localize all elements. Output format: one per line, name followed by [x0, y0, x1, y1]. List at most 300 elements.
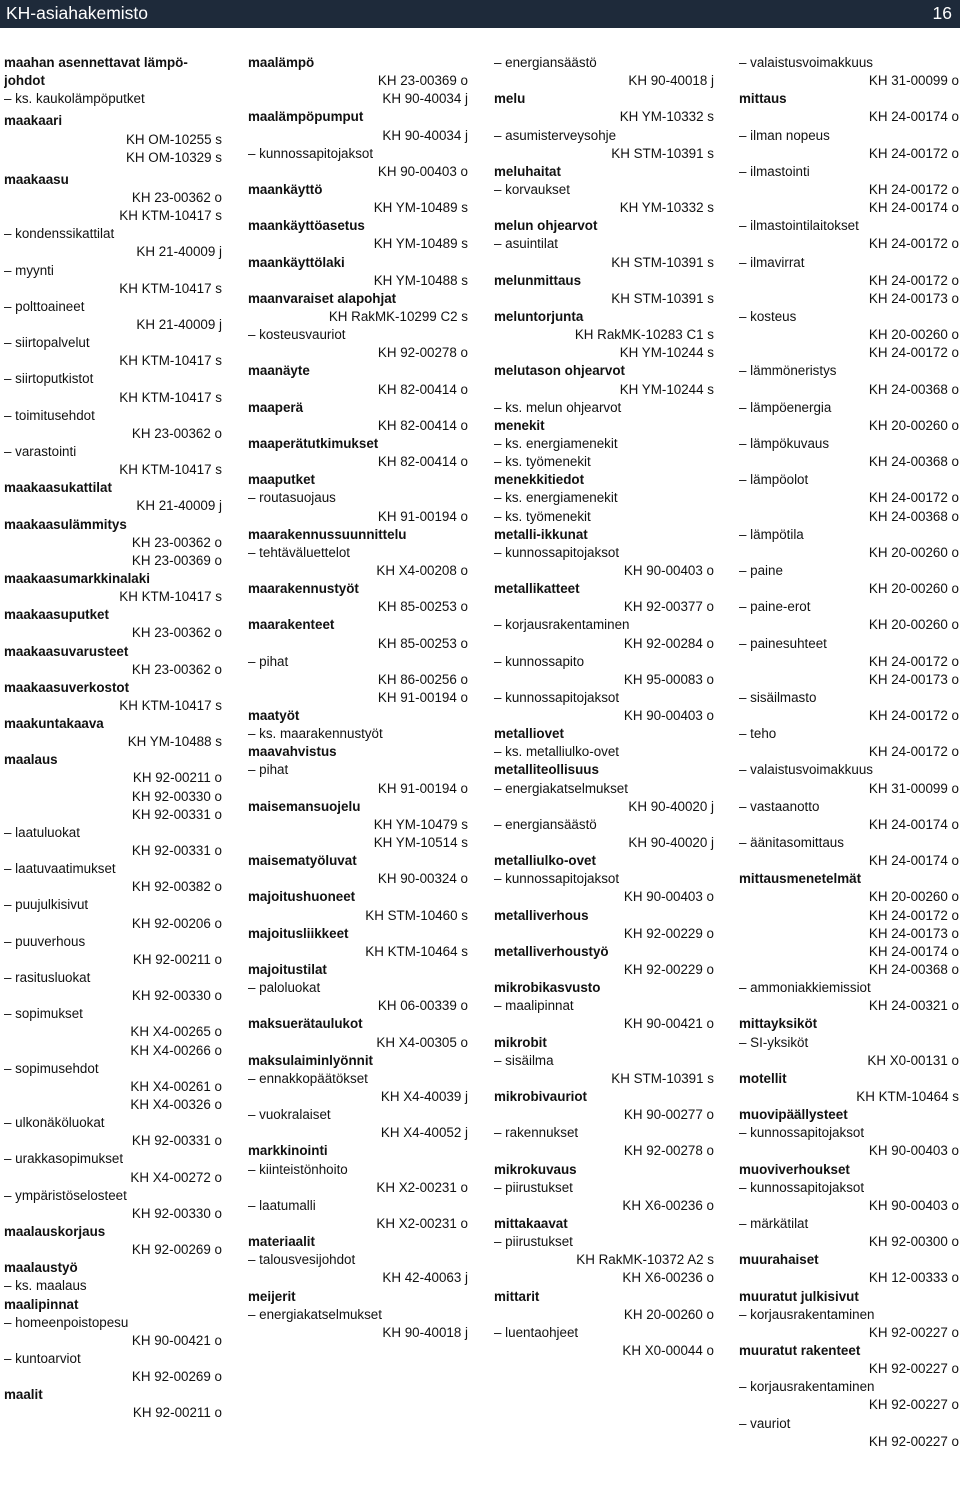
index-subterm: – kunnossapitojaksot: [248, 145, 374, 161]
index-subterm: – valaistusvoimakkuus: [739, 55, 873, 70]
document-reference: KH 21-40009 j: [136, 316, 222, 332]
index-subterm: – paine: [739, 562, 783, 578]
document-reference: KH 24-00368 o: [868, 508, 959, 524]
index-term: maaputket: [248, 472, 315, 488]
index-subterm: – kiinteistönhoito: [248, 1161, 348, 1177]
document-reference: KH 24-00172 o: [868, 708, 959, 724]
document-reference: KH 20-00260 o: [868, 581, 959, 597]
index-subterm: – piirustukset: [494, 1179, 573, 1195]
document-reference: KH 24-00172 o: [868, 744, 959, 760]
index-subterm: – ulkonäköluokat: [4, 1115, 105, 1131]
document-reference: KH 23-00362 o: [131, 425, 222, 441]
index-term: maatyöt: [248, 708, 300, 724]
document-reference: KH 24-00172 o: [868, 907, 959, 923]
document-reference: KH YM-10244 s: [619, 345, 714, 361]
index-term: maaperätutkimukset: [248, 435, 379, 451]
document-reference: KH KTM-10417 s: [119, 697, 222, 713]
index-subterm: – myynti: [4, 262, 54, 278]
document-reference: KH X2-00231 o: [376, 1179, 468, 1195]
index-term: maankäyttölaki: [248, 254, 345, 270]
index-subterm: – kunnossapitojaksot: [739, 1125, 865, 1141]
index-subterm: – vauriot: [739, 1415, 791, 1431]
index-term: muuratut rakenteet: [739, 1342, 861, 1358]
index-subterm: – sopimusehdot: [4, 1060, 99, 1076]
index-subterm: – lämpökuvaus: [739, 435, 830, 451]
index-subterm: – ks. työmenekit: [494, 508, 591, 524]
index-term: mikrobivauriot: [494, 1089, 588, 1105]
document-reference: KH 90-00403 o: [623, 562, 714, 578]
index-subterm: – korvaukset: [494, 181, 570, 197]
index-subterm: – ks. maarakennustyöt: [248, 726, 383, 742]
document-reference: KH 92-00331 o: [131, 1133, 222, 1149]
index-term: maksulaiminlyönnit: [248, 1052, 374, 1068]
document-reference: KH 90-00403 o: [868, 1197, 959, 1213]
index-subterm: – talousvesijohdot: [248, 1252, 356, 1268]
document-reference: KH YM-10479 s: [373, 816, 468, 832]
index-subterm: – lämpöenergia: [739, 399, 832, 415]
index-term: maakaasumarkkinalaki: [4, 570, 150, 586]
document-reference: KH 90-40020 j: [628, 835, 714, 851]
index-subterm: – paine-erot: [739, 599, 811, 615]
index-subterm: – lämmöneristys: [739, 363, 837, 379]
index-subterm: – ilmastointi: [739, 163, 810, 179]
index-term: maarakenteet: [248, 617, 335, 633]
document-reference: KH X2-00231 o: [376, 1216, 468, 1231]
document-reference: KH STM-10460 s: [365, 907, 468, 923]
index-subterm: – vuokralaiset: [248, 1107, 331, 1123]
index-term: maakaasu: [4, 171, 69, 187]
index-subterm: – rakennukset: [494, 1125, 579, 1141]
document-reference: KH 92-00206 o: [131, 915, 222, 931]
document-reference: KH 20-00260 o: [868, 417, 959, 433]
document-reference: KH X0-00131 o: [867, 1052, 959, 1068]
index-term: mittarit: [494, 1288, 540, 1304]
document-reference: KH KTM-10464 s: [365, 943, 468, 959]
index-term: meluhaitat: [494, 163, 561, 179]
index-subterm: – energiakatselmukset: [248, 1306, 382, 1322]
index-term: mittausmenetelmät: [739, 871, 862, 887]
document-reference: KH KTM-10417 s: [119, 208, 222, 224]
document-reference: KH STM-10391 s: [611, 290, 714, 306]
document-reference: KH X4-00305 o: [376, 1034, 468, 1050]
index-term: maalämpö: [248, 55, 315, 70]
document-reference: KH YM-10488 s: [127, 734, 222, 750]
index-term: muurahaiset: [739, 1252, 819, 1268]
index-subterm: – kondenssikattilat: [4, 226, 115, 242]
index-subterm: – kosteus: [739, 308, 797, 324]
document-reference: KH 90-00421 o: [131, 1332, 222, 1348]
document-reference: KH 90-00403 o: [623, 708, 714, 724]
document-reference: KH 92-00330 o: [131, 788, 222, 804]
index-subterm: – painesuhteet: [739, 635, 827, 651]
document-reference: KH YM-10244 s: [619, 381, 714, 397]
page-header: [0, 0, 960, 28]
document-reference: KH 24-00321 o: [868, 998, 959, 1014]
document-reference: KH STM-10391 s: [611, 254, 714, 270]
document-reference: KH 24-00172 o: [868, 181, 959, 197]
index-term: mittakaavat: [494, 1216, 568, 1231]
document-reference: KH 24-00368 o: [868, 454, 959, 470]
index-subterm: – ilmastointilaitokset: [739, 218, 859, 234]
index-subterm: – pihat: [248, 653, 289, 669]
index-subterm: – vastaanotto: [739, 798, 820, 814]
index-subterm: – lämpöolot: [739, 472, 809, 488]
document-reference: KH 92-00330 o: [131, 1205, 222, 1221]
index-term: majoitustilat: [248, 962, 327, 978]
document-reference: KH 92-00211 o: [132, 951, 222, 967]
index-subterm: – ks. kaukolämpöputket: [4, 91, 145, 107]
index-subterm: – kuntoarviot: [4, 1350, 81, 1366]
index-term: majoitusliikkeet: [248, 925, 349, 941]
document-reference: KH 91-00194 o: [377, 689, 468, 705]
index-subterm: – ks. energiamenekit: [494, 490, 618, 506]
document-reference: KH 20-00260 o: [868, 544, 959, 560]
page-number: 16: [932, 3, 952, 23]
document-reference: KH X4-40052 j: [380, 1125, 468, 1141]
document-reference: KH 20-00260 o: [623, 1306, 714, 1322]
document-reference: KH 95-00083 o: [623, 671, 714, 687]
document-reference: KH OM-10255 s: [125, 131, 222, 147]
index-subterm: – pihat: [248, 762, 289, 778]
document-reference: KH 92-00227 o: [868, 1397, 959, 1413]
document-reference: KH YM-10489 s: [373, 236, 468, 252]
index-term: maaperä: [248, 399, 304, 415]
document-reference: KH RakMK-10299 C2 s: [328, 308, 468, 324]
index-subterm: – SI-yksiköt: [739, 1034, 809, 1050]
document-reference: KH 92-00331 o: [131, 806, 222, 822]
index-subterm: – kunnossapitojaksot: [494, 689, 620, 705]
index-term: muoviverhoukset: [739, 1161, 850, 1177]
index-term: maisemansuojelu: [248, 798, 361, 814]
document-reference: KH 92-00278 o: [377, 345, 468, 361]
index-subterm: – lämpötila: [739, 526, 804, 542]
index-subterm: – sopimukset: [4, 1006, 83, 1022]
document-reference: KH 92-00330 o: [131, 988, 222, 1004]
document-reference: KH 20-00260 o: [868, 889, 959, 905]
index-term: maankäyttöasetus: [248, 218, 365, 234]
index-term: johdot: [4, 73, 45, 89]
document-reference: KH 23-00362 o: [131, 661, 222, 677]
document-reference: KH X4-00265 o: [130, 1024, 222, 1040]
document-reference: KH RakMK-10283 C1 s: [574, 327, 714, 343]
index-term: maakaasulämmitys: [4, 516, 127, 532]
document-reference: KH 23-00369 o: [131, 552, 222, 568]
document-reference: KH 31-00099 o: [868, 73, 959, 89]
index-term: maksuerätaulukot: [248, 1016, 363, 1032]
index-subterm: – äänitasomittaus: [739, 835, 844, 851]
document-reference: KH KTM-10417 s: [119, 462, 222, 478]
index-subterm: – asumisterveysohje: [494, 127, 617, 143]
index-term: maalaus: [4, 752, 58, 768]
document-reference: KH 92-00211 o: [132, 1405, 222, 1421]
index-subterm: – polttoaineet: [4, 298, 85, 314]
document-reference: KH 24-00368 o: [868, 381, 959, 397]
index-term: mittaus: [739, 91, 787, 107]
index-subterm: – piirustukset: [494, 1234, 573, 1250]
index-subterm: – puuverhous: [4, 933, 86, 949]
document-reference: KH 92-00300 o: [868, 1234, 959, 1250]
index-term: muovipäällysteet: [739, 1107, 848, 1123]
index-term: maavahvistus: [248, 744, 337, 760]
document-reference: KH 21-40009 j: [136, 498, 222, 514]
index-subterm: – asuintilat: [494, 236, 559, 252]
document-reference: KH 24-00173 o: [868, 925, 959, 941]
index-subterm: – laatuluokat: [4, 824, 80, 840]
index-term: metallikatteet: [494, 581, 580, 597]
index-term: mittayksiköt: [739, 1016, 818, 1032]
document-reference: KH X4-40039 j: [380, 1089, 468, 1105]
index-subterm: – ilman nopeus: [739, 127, 830, 143]
document-reference: KH 91-00194 o: [377, 780, 468, 796]
index-column-3: [494, 54, 714, 1360]
index-subterm: – korjausrakentaminen: [739, 1306, 875, 1322]
document-reference: KH KTM-10417 s: [119, 353, 222, 369]
index-subterm: – märkätilat: [739, 1216, 809, 1231]
document-reference: KH 20-00260 o: [868, 617, 959, 633]
document-reference: KH 92-00229 o: [623, 925, 714, 941]
document-reference: KH 90-40020 j: [628, 798, 714, 814]
document-reference: KH YM-10488 s: [373, 272, 468, 288]
document-reference: KH 24-00174 o: [868, 816, 959, 832]
index-term: melunmittaus: [494, 272, 582, 288]
index-term: majoitushuoneet: [248, 889, 356, 905]
document-reference: KH 24-00174 o: [868, 109, 959, 125]
index-term: melutason ohjearvot: [494, 363, 625, 379]
document-reference: KH 92-00278 o: [623, 1143, 714, 1159]
document-reference: KH KTM-10417 s: [119, 280, 222, 296]
index-subterm: – rasitusluokat: [4, 970, 91, 986]
index-term: maakaasuputket: [4, 607, 109, 623]
index-term: maakaasuvarusteet: [4, 643, 129, 659]
index-term: mikrobikasvusto: [494, 980, 601, 996]
index-term: melu: [494, 91, 526, 107]
document-reference: KH 90-40018 j: [382, 1324, 468, 1340]
document-reference: KH 24-00172 o: [868, 490, 959, 506]
document-reference: KH X4-00208 o: [376, 562, 468, 578]
index-subterm: – ks. metalliulko-ovet: [494, 744, 620, 760]
index-column-1: [4, 54, 222, 1423]
document-reference: KH X4-00266 o: [130, 1042, 222, 1058]
index-subterm: – paloluokat: [248, 980, 321, 996]
document-reference: KH 90-00421 o: [623, 1016, 714, 1032]
document-reference: KH KTM-10417 s: [119, 389, 222, 405]
document-reference: KH 92-00284 o: [623, 635, 714, 651]
index-subterm: – sisäilma: [494, 1052, 554, 1068]
document-reference: KH 92-00227 o: [868, 1324, 959, 1340]
index-subterm: – tehtäväluettelot: [248, 544, 350, 560]
document-reference: KH 92-00211 o: [132, 770, 222, 786]
index-term: maakaari: [4, 113, 63, 129]
index-term: metalliulko-ovet: [494, 853, 596, 869]
index-subterm: – kosteusvauriot: [248, 327, 346, 343]
index-subterm: – kunnossapitojaksot: [494, 544, 620, 560]
index-term: mikrokuvaus: [494, 1161, 577, 1177]
index-subterm: – siirtoputkistot: [4, 371, 94, 387]
index-subterm: – kunnossapito: [494, 653, 585, 669]
index-subterm: – ympäristöselosteet: [4, 1187, 127, 1203]
document-reference: KH 92-00227 o: [868, 1433, 959, 1449]
index-term: melun ohjearvot: [494, 218, 598, 234]
index-term: maakaasuverkostot: [4, 679, 130, 695]
document-reference: KH 31-00099 o: [868, 780, 959, 796]
document-reference: KH 92-00382 o: [131, 879, 222, 895]
document-reference: KH 90-00277 o: [623, 1107, 714, 1123]
index-term: mikrobit: [494, 1034, 547, 1050]
index-subterm: – valaistusvoimakkuus: [739, 762, 873, 778]
document-reference: KH 86-00256 o: [377, 671, 468, 687]
document-reference: KH 92-00227 o: [868, 1361, 959, 1377]
index-term: maanvaraiset alapohjat: [248, 290, 397, 306]
index-subterm: – kunnossapitojaksot: [494, 871, 620, 887]
index-subterm: – korjausrakentaminen: [739, 1379, 875, 1395]
index-subterm: – energiansäästö: [494, 816, 597, 832]
document-reference: KH 82-00414 o: [377, 381, 468, 397]
document-reference: KH 90-40034 j: [382, 91, 468, 107]
document-reference: KH 92-00331 o: [131, 843, 222, 859]
document-reference: KH X0-00044 o: [622, 1342, 714, 1358]
document-reference: KH STM-10391 s: [611, 145, 714, 161]
index-term: metalliovet: [494, 726, 564, 742]
index-subterm: – teho: [739, 726, 777, 742]
index-term: muuratut julkisivut: [739, 1288, 859, 1304]
document-reference: KH 24-00173 o: [868, 290, 959, 306]
document-reference: KH 92-00269 o: [131, 1369, 222, 1385]
index-subterm: – ilmavirrat: [739, 254, 805, 270]
index-subterm: – ks. työmenekit: [494, 454, 591, 470]
index-subterm: – routasuojaus: [248, 490, 336, 506]
index-subterm: – toimitusehdot: [4, 407, 95, 423]
index-subterm: – korjausrakentaminen: [494, 617, 630, 633]
index-term: maalipinnat: [4, 1296, 79, 1312]
index-subterm: – energiakatselmukset: [494, 780, 628, 796]
document-reference: KH 24-00172 o: [868, 653, 959, 669]
index-term: maakuntakaava: [4, 716, 104, 732]
index-subterm: – ammoniakkiemissiot: [739, 980, 871, 996]
document-reference: KH YM-10514 s: [373, 835, 468, 851]
index-term: metalliverhous: [494, 907, 589, 923]
index-subterm: – ks. energiamenekit: [494, 435, 618, 451]
index-term: markkinointi: [248, 1143, 328, 1159]
index-term: maakaasukattilat: [4, 480, 112, 496]
document-reference: KH 24-00172 o: [868, 345, 959, 361]
document-reference: KH 24-00174 o: [868, 853, 959, 869]
document-reference: KH 24-00368 o: [868, 962, 959, 978]
index-term: menekit: [494, 417, 545, 433]
document-reference: KH STM-10391 s: [611, 1070, 714, 1086]
document-reference: KH X4-00326 o: [130, 1097, 222, 1113]
document-reference: KH X4-00261 o: [130, 1078, 222, 1094]
index-subterm: – ks. melun ohjearvot: [494, 399, 622, 415]
document-reference: KH KTM-10417 s: [119, 589, 222, 605]
index-subterm: – laatuvaatimukset: [4, 861, 116, 877]
index-subterm: – ennakkopäätökset: [248, 1070, 368, 1086]
index-term: metalliverhoustyö: [494, 943, 609, 959]
document-reference: KH 92-00377 o: [623, 599, 714, 615]
index-term: meijerit: [248, 1288, 296, 1304]
index-term: maalit: [4, 1387, 43, 1403]
document-reference: KH 24-00172 o: [868, 236, 959, 252]
index-term: meluntorjunta: [494, 308, 584, 324]
index-column-2: [248, 54, 468, 1342]
index-subterm: – maalipinnat: [494, 998, 574, 1014]
document-reference: KH KTM-10464 s: [856, 1089, 959, 1105]
document-reference: KH 24-00173 o: [868, 671, 959, 687]
document-reference: KH X6-00236 o: [622, 1197, 714, 1213]
document-reference: KH 20-00260 o: [868, 327, 959, 343]
document-reference: KH 24-00174 o: [868, 943, 959, 959]
document-reference: KH 90-40018 j: [628, 73, 714, 89]
index-subterm: – urakkasopimukset: [4, 1151, 124, 1167]
document-reference: KH 24-00172 o: [868, 272, 959, 288]
document-reference: KH 23-00362 o: [131, 534, 222, 550]
document-reference: KH 23-00362 o: [131, 189, 222, 205]
document-reference: KH 92-00229 o: [623, 962, 714, 978]
document-reference: KH 12-00333 o: [868, 1270, 959, 1286]
document-reference: KH 23-00369 o: [377, 73, 468, 89]
index-term: maisematyöluvat: [248, 853, 357, 869]
document-reference: KH X6-00236 o: [622, 1270, 714, 1286]
document-reference: KH 90-00403 o: [623, 889, 714, 905]
document-reference: KH 42-40063 j: [382, 1270, 468, 1286]
document-reference: KH 23-00362 o: [131, 625, 222, 641]
index-term: metalli-ikkunat: [494, 526, 588, 542]
index-subterm: – puujulkisivut: [4, 897, 89, 913]
index-term: maankäyttö: [248, 181, 323, 197]
document-reference: KH OM-10329 s: [125, 149, 222, 165]
index-subterm: – homeenpoistopesu: [4, 1314, 129, 1330]
index-term: maalauskorjaus: [4, 1224, 106, 1239]
document-reference: KH 90-00324 o: [377, 871, 468, 887]
index-subterm: – sisäilmasto: [739, 689, 817, 705]
index-term: metalliteollisuus: [494, 762, 599, 778]
document-reference: KH 82-00414 o: [377, 417, 468, 433]
index-subterm: – ks. maalaus: [4, 1278, 87, 1294]
document-reference: KH 90-00403 o: [868, 1143, 959, 1159]
document-reference: KH 24-00172 o: [868, 145, 959, 161]
document-reference: KH X4-00272 o: [130, 1169, 222, 1185]
index-term: motellit: [739, 1070, 787, 1086]
index-term: materiaalit: [248, 1234, 315, 1250]
document-reference: KH 92-00269 o: [131, 1242, 222, 1258]
document-reference: KH 21-40009 j: [136, 244, 222, 260]
index-term: maanäyte: [248, 363, 310, 379]
index-term: maalaustyö: [4, 1260, 78, 1276]
index-term: maarakennustyöt: [248, 581, 359, 597]
document-reference: KH 06-00339 o: [377, 998, 468, 1014]
document-reference: KH 91-00194 o: [377, 508, 468, 524]
index-term: maarakennussuunnittelu: [248, 526, 407, 542]
document-reference: KH 82-00414 o: [377, 454, 468, 470]
index-term: maalämpöpumput: [248, 109, 364, 125]
index-subterm: – luentaohjeet: [494, 1324, 579, 1340]
index-subterm: – energiansäästö: [494, 55, 597, 70]
document-reference: KH YM-10489 s: [373, 200, 468, 216]
index-subterm: – laatumalli: [248, 1197, 316, 1213]
document-reference: KH 90-00403 o: [377, 163, 468, 179]
document-reference: KH YM-10332 s: [619, 200, 714, 216]
document-reference: KH 90-40034 j: [382, 127, 468, 143]
index-column-4: [739, 54, 959, 1451]
index-subterm: – siirtopalvelut: [4, 335, 90, 351]
document-reference: KH 24-00174 o: [868, 200, 959, 216]
document-reference: KH YM-10332 s: [619, 109, 714, 125]
document-reference: KH RakMK-10372 A2 s: [576, 1252, 714, 1268]
index-subterm: – kunnossapitojaksot: [739, 1179, 865, 1195]
document-reference: KH 85-00253 o: [377, 635, 468, 651]
index-subterm: – varastointi: [4, 443, 77, 459]
index-term: menekkitiedot: [494, 472, 585, 488]
index-term: maahan asennettavat lämpö-: [4, 55, 188, 70]
